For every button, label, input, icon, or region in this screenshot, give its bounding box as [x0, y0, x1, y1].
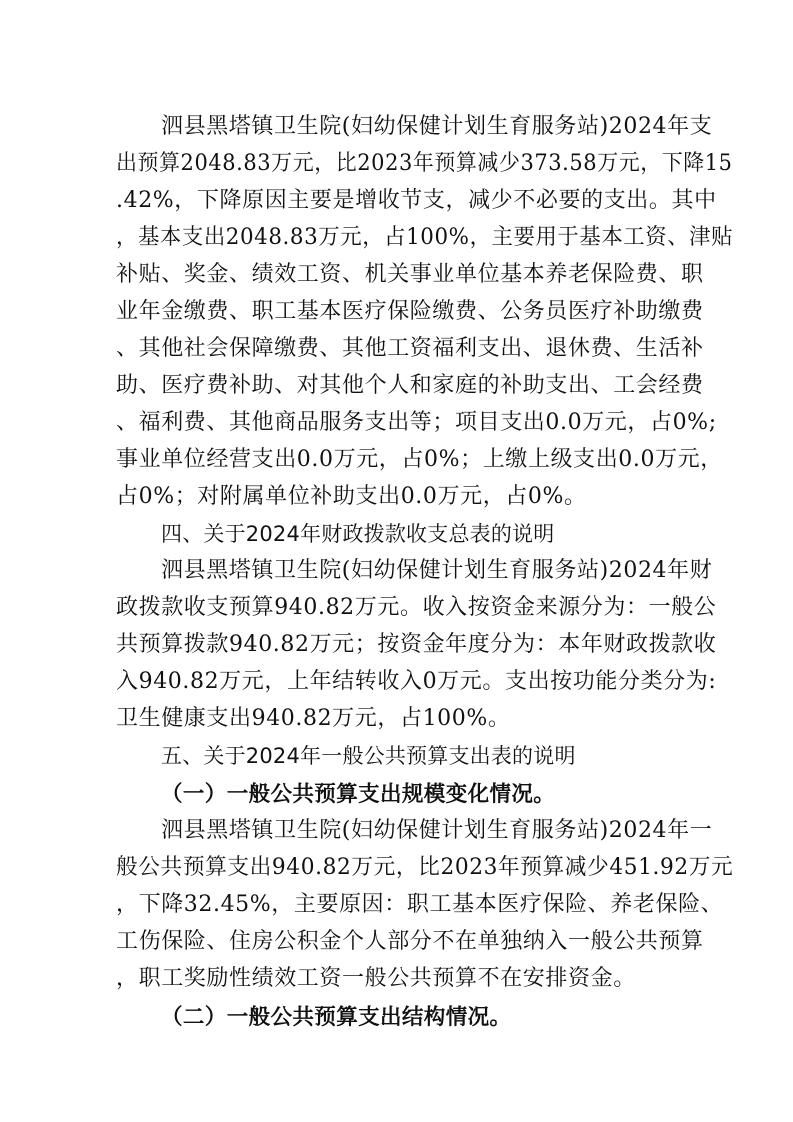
- paragraph-line: ，基本支出2048.83万元，占100%，主要用于基本工资、津贴: [116, 225, 734, 250]
- paragraph-line: 共预算拨款940.82万元；按资金年度分为：本年财政拨款收: [116, 632, 717, 657]
- section-heading: 五、关于2024年一般公共预算支出表的说明: [161, 744, 576, 768]
- paragraph-line: 事业单位经营支出0.0万元，占0%；上缴上级支出0.0万元，: [116, 447, 723, 472]
- paragraph-line: 入940.82万元，上年结转收入0万元。支出按功能分类分为:: [116, 669, 717, 694]
- subsection-heading: （一）一般公共预算支出规模变化情况。: [161, 782, 556, 807]
- paragraph-line: 、福利费、其他商品服务支出等；项目支出0.0万元，占0%;: [116, 410, 717, 435]
- paragraph-line: ，职工奖励性绩效工资一般公共预算不在安排资金。: [116, 966, 636, 991]
- paragraph-line: 工伤保险、住房公积金个人部分不在单独纳入一般公共预算: [116, 929, 704, 954]
- paragraph-line: 泗县黑塔镇卫生院(妇幼保健计划生育服务站)2024年一: [161, 818, 713, 843]
- paragraph-line: 政拨款收支预算940.82万元。收入按资金来源分为：一般公: [116, 595, 717, 620]
- subsection-heading: （二）一般公共预算支出结构情况。: [161, 1005, 512, 1030]
- paragraph-line: 助、医疗费补助、对其他个人和家庭的补助支出、工会经费: [116, 373, 704, 398]
- paragraph-line: 占0%；对附属单位补助支出0.0万元，占0%。: [116, 484, 587, 509]
- paragraph-line: 般公共预算支出940.82万元，比2023年预算减少451.92万元: [116, 855, 734, 880]
- paragraph-line: 泗县黑塔镇卫生院(妇幼保健计划生育服务站)2024年支: [161, 114, 713, 139]
- paragraph-line: ，下降32.45%，主要原因：职工基本医疗保险、养老保险、: [116, 892, 724, 917]
- paragraph-line: 补贴、奖金、绩效工资、机关事业单位基本养老保险费、职: [116, 262, 704, 287]
- paragraph-line: .42%，下降原因主要是增收节支，减少不必要的支出。其中: [116, 188, 717, 213]
- paragraph-line: 出预算2048.83万元，比2023年预算减少373.58万元，下降15: [116, 151, 733, 176]
- paragraph-line: 泗县黑塔镇卫生院(妇幼保健计划生育服务站)2024年财: [161, 558, 713, 583]
- paragraph-line: 卫生健康支出940.82万元，占100%。: [116, 706, 511, 731]
- section-heading: 四、关于2024年财政拨款收支总表的说明: [161, 522, 555, 546]
- paragraph-line: 业年金缴费、职工基本医疗保险缴费、公务员医疗补助缴费: [116, 299, 704, 324]
- paragraph-line: 、其他社会保障缴费、其他工资福利支出、退休费、生活补: [116, 336, 704, 361]
